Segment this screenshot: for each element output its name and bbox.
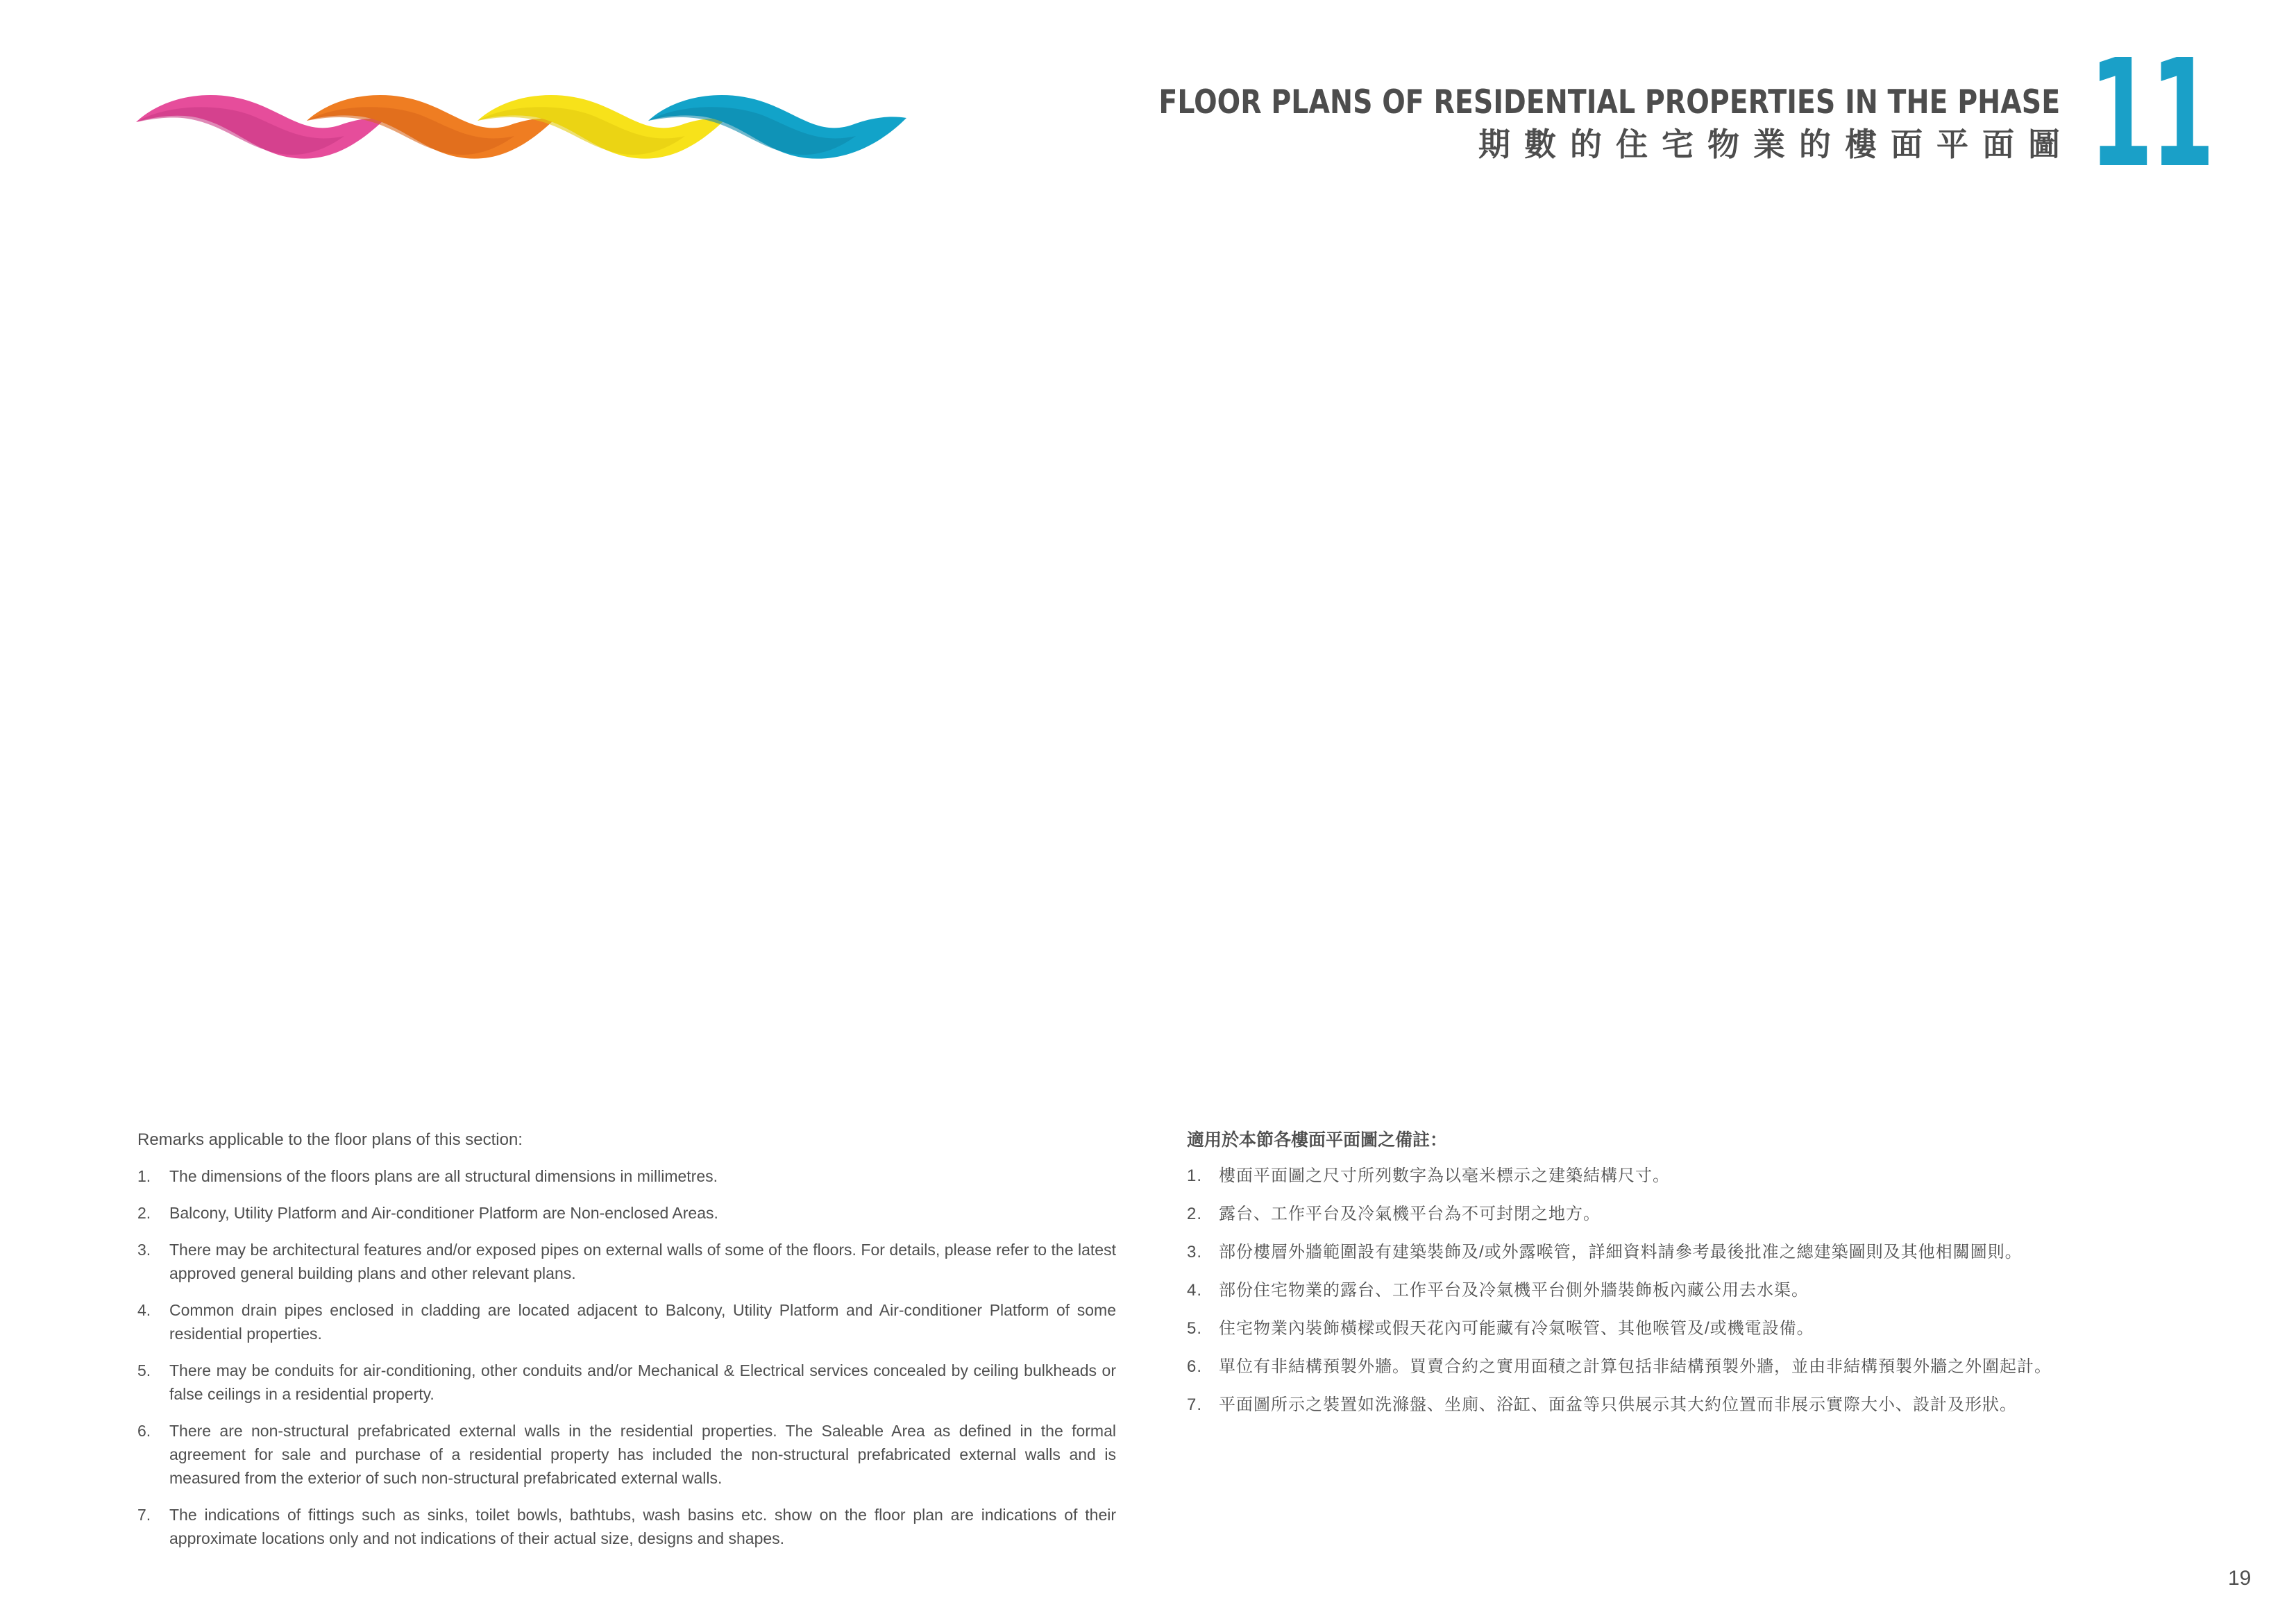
remark-item-en — [137, 1359, 1116, 1406]
remark-text: 平面圖所示之裝置如洗滌盤、坐廁、浴缸、面盆等只供展示其大約位置而非展示實際大小、設計及形狀。 — [1219, 1395, 2017, 1414]
remark-number: 7. — [137, 1506, 151, 1524]
remark-item-zh — [1187, 1393, 2214, 1417]
remark-item-zh — [1187, 1203, 2214, 1226]
remark-item-zh — [1187, 1317, 2214, 1341]
remark-text: 樓面平面圖之尺寸所列數字為以毫米標示之建築結構尺寸。 — [1219, 1166, 1670, 1185]
remark-text: 單位有非結構預製外牆。買賣合約之實用面積之計算包括非結構預製外牆，並由非結構預製外牆之外圍起計。 — [1219, 1357, 2052, 1376]
remark-item-zh — [1187, 1241, 2214, 1264]
chapter-number: 11 — [2089, 28, 2213, 201]
remark-number: 4. — [1187, 1281, 1203, 1300]
remark-number: 1. — [1187, 1166, 1203, 1185]
remark-text: 部份住宅物業的露台、工作平台及冷氣機平台側外牆裝飾板內藏公用去水渠。 — [1219, 1281, 1809, 1300]
remarks-list-en — [137, 1164, 1116, 1550]
remark-item-en — [137, 1201, 1116, 1225]
remark-text: There may be architectural features and/or exposed pipes on external walls of some of the floors. For details, please refer to the latest approved general building plans and other relevant plans. — [169, 1241, 1116, 1282]
remark-number: 2. — [1187, 1205, 1203, 1223]
remarks-chinese — [1187, 1128, 2214, 1431]
remark-number: 5. — [137, 1361, 151, 1379]
remark-item-en — [137, 1238, 1116, 1285]
remark-number: 2. — [137, 1204, 151, 1222]
remark-text: Common drain pipes enclosed in cladding are located adjacent to Balcony, Utility Platform and Air-conditioner Platform of some residential properties. — [169, 1301, 1116, 1343]
remark-text: The dimensions of the floors plans are all structural dimensions in millimetres. — [169, 1167, 718, 1185]
remarks-title-en: Remarks applicable to the floor plans of this section: — [137, 1130, 523, 1149]
remark-number: 3. — [1187, 1243, 1203, 1261]
remarks-title-zh: 適用於本節各樓面平面圖之備註： — [1187, 1130, 1448, 1150]
remark-text: There may be conduits for air-conditioning, other conduits and/or Mechanical & Electrical services concealed by ceiling bulkheads or false ceilings in a residential property. — [169, 1361, 1116, 1403]
remark-number: 6. — [1187, 1357, 1203, 1376]
remark-item-en — [137, 1503, 1116, 1550]
remark-item-zh — [1187, 1355, 2214, 1379]
remark-text: The indications of fittings such as sinks, toilet bowls, bathtubs, wash basins etc. show on the floor plan are indications of their approximate locations only and not indications of their actual size, designs and shapes. — [169, 1506, 1116, 1547]
remark-text: There are non-structural prefabricated external walls in the residential properties. The Saleable Area as defined in the formal agreement for sale and purchase of a residential property has included the non-structural prefabricated external walls and is measured from the exterior of such non-structural prefabricated external walls. — [169, 1422, 1116, 1487]
remark-number: 7. — [1187, 1395, 1203, 1414]
remark-number: 5. — [1187, 1319, 1203, 1338]
remark-item-zh — [1187, 1164, 2214, 1188]
section-title-en: FLOOR PLANS OF RESIDENTIAL PROPERTIES IN THE PHASE — [1158, 83, 2060, 121]
remark-number: 4. — [137, 1301, 151, 1319]
remark-item-en — [137, 1298, 1116, 1345]
wave-ribbons-logo — [136, 82, 906, 165]
remark-text: Balcony, Utility Platform and Air-conditioner Platform are Non-enclosed Areas. — [169, 1204, 718, 1222]
remark-item-en — [137, 1164, 1116, 1188]
section-title-zh: 期數的住宅物業的樓面平面圖 — [1478, 126, 2074, 163]
remark-text: 部份樓層外牆範圍設有建築裝飾及/或外露喉管，詳細資料請參考最後批准之總建築圖則及其他相關圖則。 — [1219, 1243, 2023, 1261]
remark-item-zh — [1187, 1279, 2214, 1302]
remark-text: 露台、工作平台及冷氣機平台為不可封閉之地方。 — [1219, 1205, 1601, 1223]
remark-number: 3. — [137, 1241, 151, 1259]
remark-number: 1. — [137, 1167, 151, 1185]
remark-number: 6. — [137, 1422, 151, 1440]
section-header — [987, 82, 2074, 165]
remarks-english — [137, 1128, 1116, 1563]
remark-item-en — [137, 1419, 1116, 1490]
remarks-list-zh — [1187, 1164, 2214, 1417]
remark-text: 住宅物業內裝飾橫樑或假天花內可能藏有冷氣喉管、其他喉管及/或機電設備。 — [1219, 1319, 1814, 1338]
page-number: 19 — [2228, 1567, 2252, 1590]
